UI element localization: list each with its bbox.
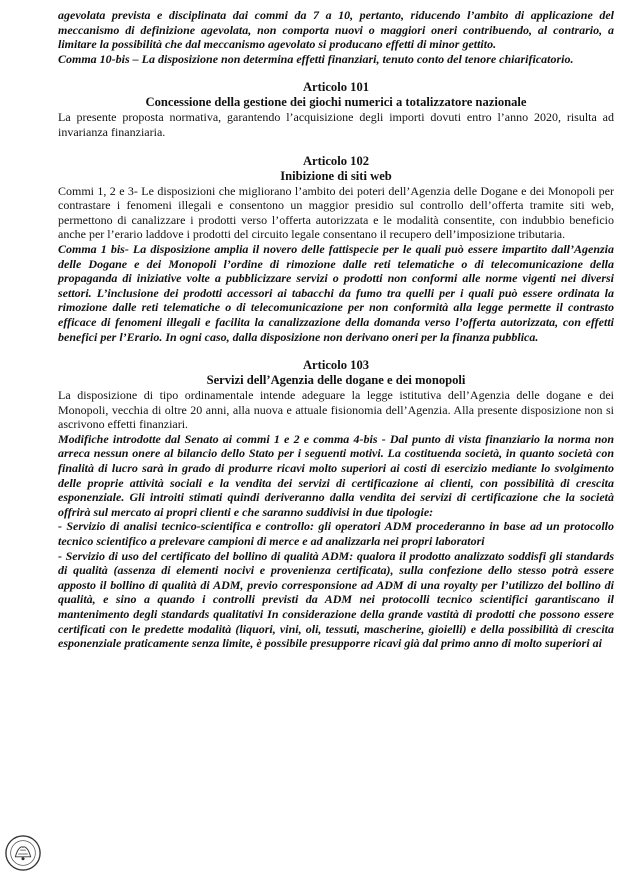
- article-103-number: Articolo 103: [302, 358, 370, 373]
- article-102-comma-1bis-paragraph: Comma 1 bis- La disposizione amplia il novero delle fattispecie per le quali può essere impartito dall’Agenzia delle Dogane e dei Monopoli l’ordine di rimozione dalle reti telematiche o di telecomunicazione della propaganda di iniziative volte a pubblicizzare servizi o prodotti non conformi alle norme vigenti nei diversi settori. L’inclusione dei prodotti accessori ai tabacchi da fumo tra quelli per i quali può essere ordinata la rimozione dalle reti telematiche o di telecomunicazione per non conformità alla legge permette il contrasto efficace di fenomeni illegali e facilita la canalizzazione della domanda verso l’offerta autorizzata, con effetti benefici per l’Erario. In ogni caso, dalla disposizione non derivano oneri per la finanza pubblica.: [58, 241, 614, 344]
- article-103-senate-paragraph: Modifiche introdotte dal Senato ai commi 1 e 2 e comma 4-bis - Dal punto di vista finanziario la norma non arreca nessun onere al bilancio dello Stato per i seguenti motivi. La costituenda società, in quanto società con finalità di lucro sarà in grado di produrre ricavi molto superiori ai costi di esercizio mediante lo svolgimento delle proprie attività sociali e la vendita dei servizi di certificazione ai clienti, con possibilità di crescita esponenziale. Gli introiti stimati quindi deriveranno dalla vendita dei servizi di certificazione che la società offrirà sul mercato ai propri clienti e che saranno suddivisi in due tipologie:: [58, 431, 614, 519]
- article-101-number: Articolo 101: [302, 80, 370, 95]
- document-body: [58, 8, 614, 651]
- intro-paragraph: agevolata prevista e disciplinata dai commi da 7 a 10, pertanto, riducendo l’ambito di applicazione del meccanismo di definizione agevolata, non comporta nuovi o maggiori oneri contribuendo, al contrario, a limitare la possibilità che dal meccanismo agevolato si producano effetti di minor gettito.: [58, 8, 614, 52]
- article-102-title: Inibizione di siti web: [280, 168, 392, 183]
- comma-10bis-paragraph: Comma 10-bis – La disposizione non determina effetti finanziari, tenuto conto del tenore chiarificatorio.: [58, 51, 574, 66]
- seal-stamp-icon: [4, 834, 42, 872]
- article-101-paragraph: La presente proposta normativa, garantendo l’acquisizione degli importi dovuti entro l’anno 2020, risulta ad invarianza finanziaria.: [58, 110, 614, 139]
- article-103-title: Servizi dell’Agenzia delle dogane e dei monopoli: [206, 373, 466, 388]
- article-101-title: Concessione della gestione dei giochi numerici a totalizzatore nazionale: [145, 95, 527, 110]
- article-103-service-certificate: - Servizio di uso del certificato del bollino di qualità ADM: qualora il prodotto analizzato soddisfi gli standards di qualità (assenza di elementi nocivi e provenienza certificata), sulla confezione dello stesso potrà essere apposto il bollino di qualità di ADM, previo corresponsione ad ADM di una royalty per l’utilizzo del bollino di qualità, e sino a quando i controlli previsti da ADM nei protocolli tecnico scientifici garantiscano il mantenimento degli standards qualitativi In considerazione della grande vastità di prodotti che possono essere certificati con le predette modalità (liquori, vini, oli, tessuti, mascherine, gioielli) e della possibilità di crescita esponenziale praticamente senza limite, è possibile presupporre ricavi già dal primo anno di molto superiori ai: [58, 548, 614, 651]
- article-102-number: Articolo 102: [302, 153, 370, 168]
- article-103-service-analysis: - Servizio di analisi tecnico-scientifica e controllo: gli operatori ADM procederanno in base ad un protocollo tecnico scientifico a prelevare campioni di merce e ad analizzarla nei propri laboratori: [58, 519, 614, 549]
- article-102-commi-paragraph: Commi 1, 2 e 3- Le disposizioni che migliorano l’ambito dei poteri dell’Agenzia delle Dogane e dei Monopoli per contrastare i fenomeni illegali e consentono un maggior presidio sul controllo dell’offerta tramite siti web, permettono di canalizzare i prodotti verso l’offerta autorizzata e le modalità consentite, con indubbio beneficio anche per l’erario laddove i prodotti del circuito legale consentano il recupero dell’imposizione tributaria.: [58, 183, 614, 242]
- article-103-paragraph: La disposizione di tipo ordinamentale intende adeguare la legge istitutiva dell’Agenzia delle dogane e dei Monopoli, vecchia di oltre 20 anni, alla nuova e attuale fisionomia dell’Agenzia. Alla presente disposizione non si ascrivono effetti finanziari.: [58, 388, 614, 432]
